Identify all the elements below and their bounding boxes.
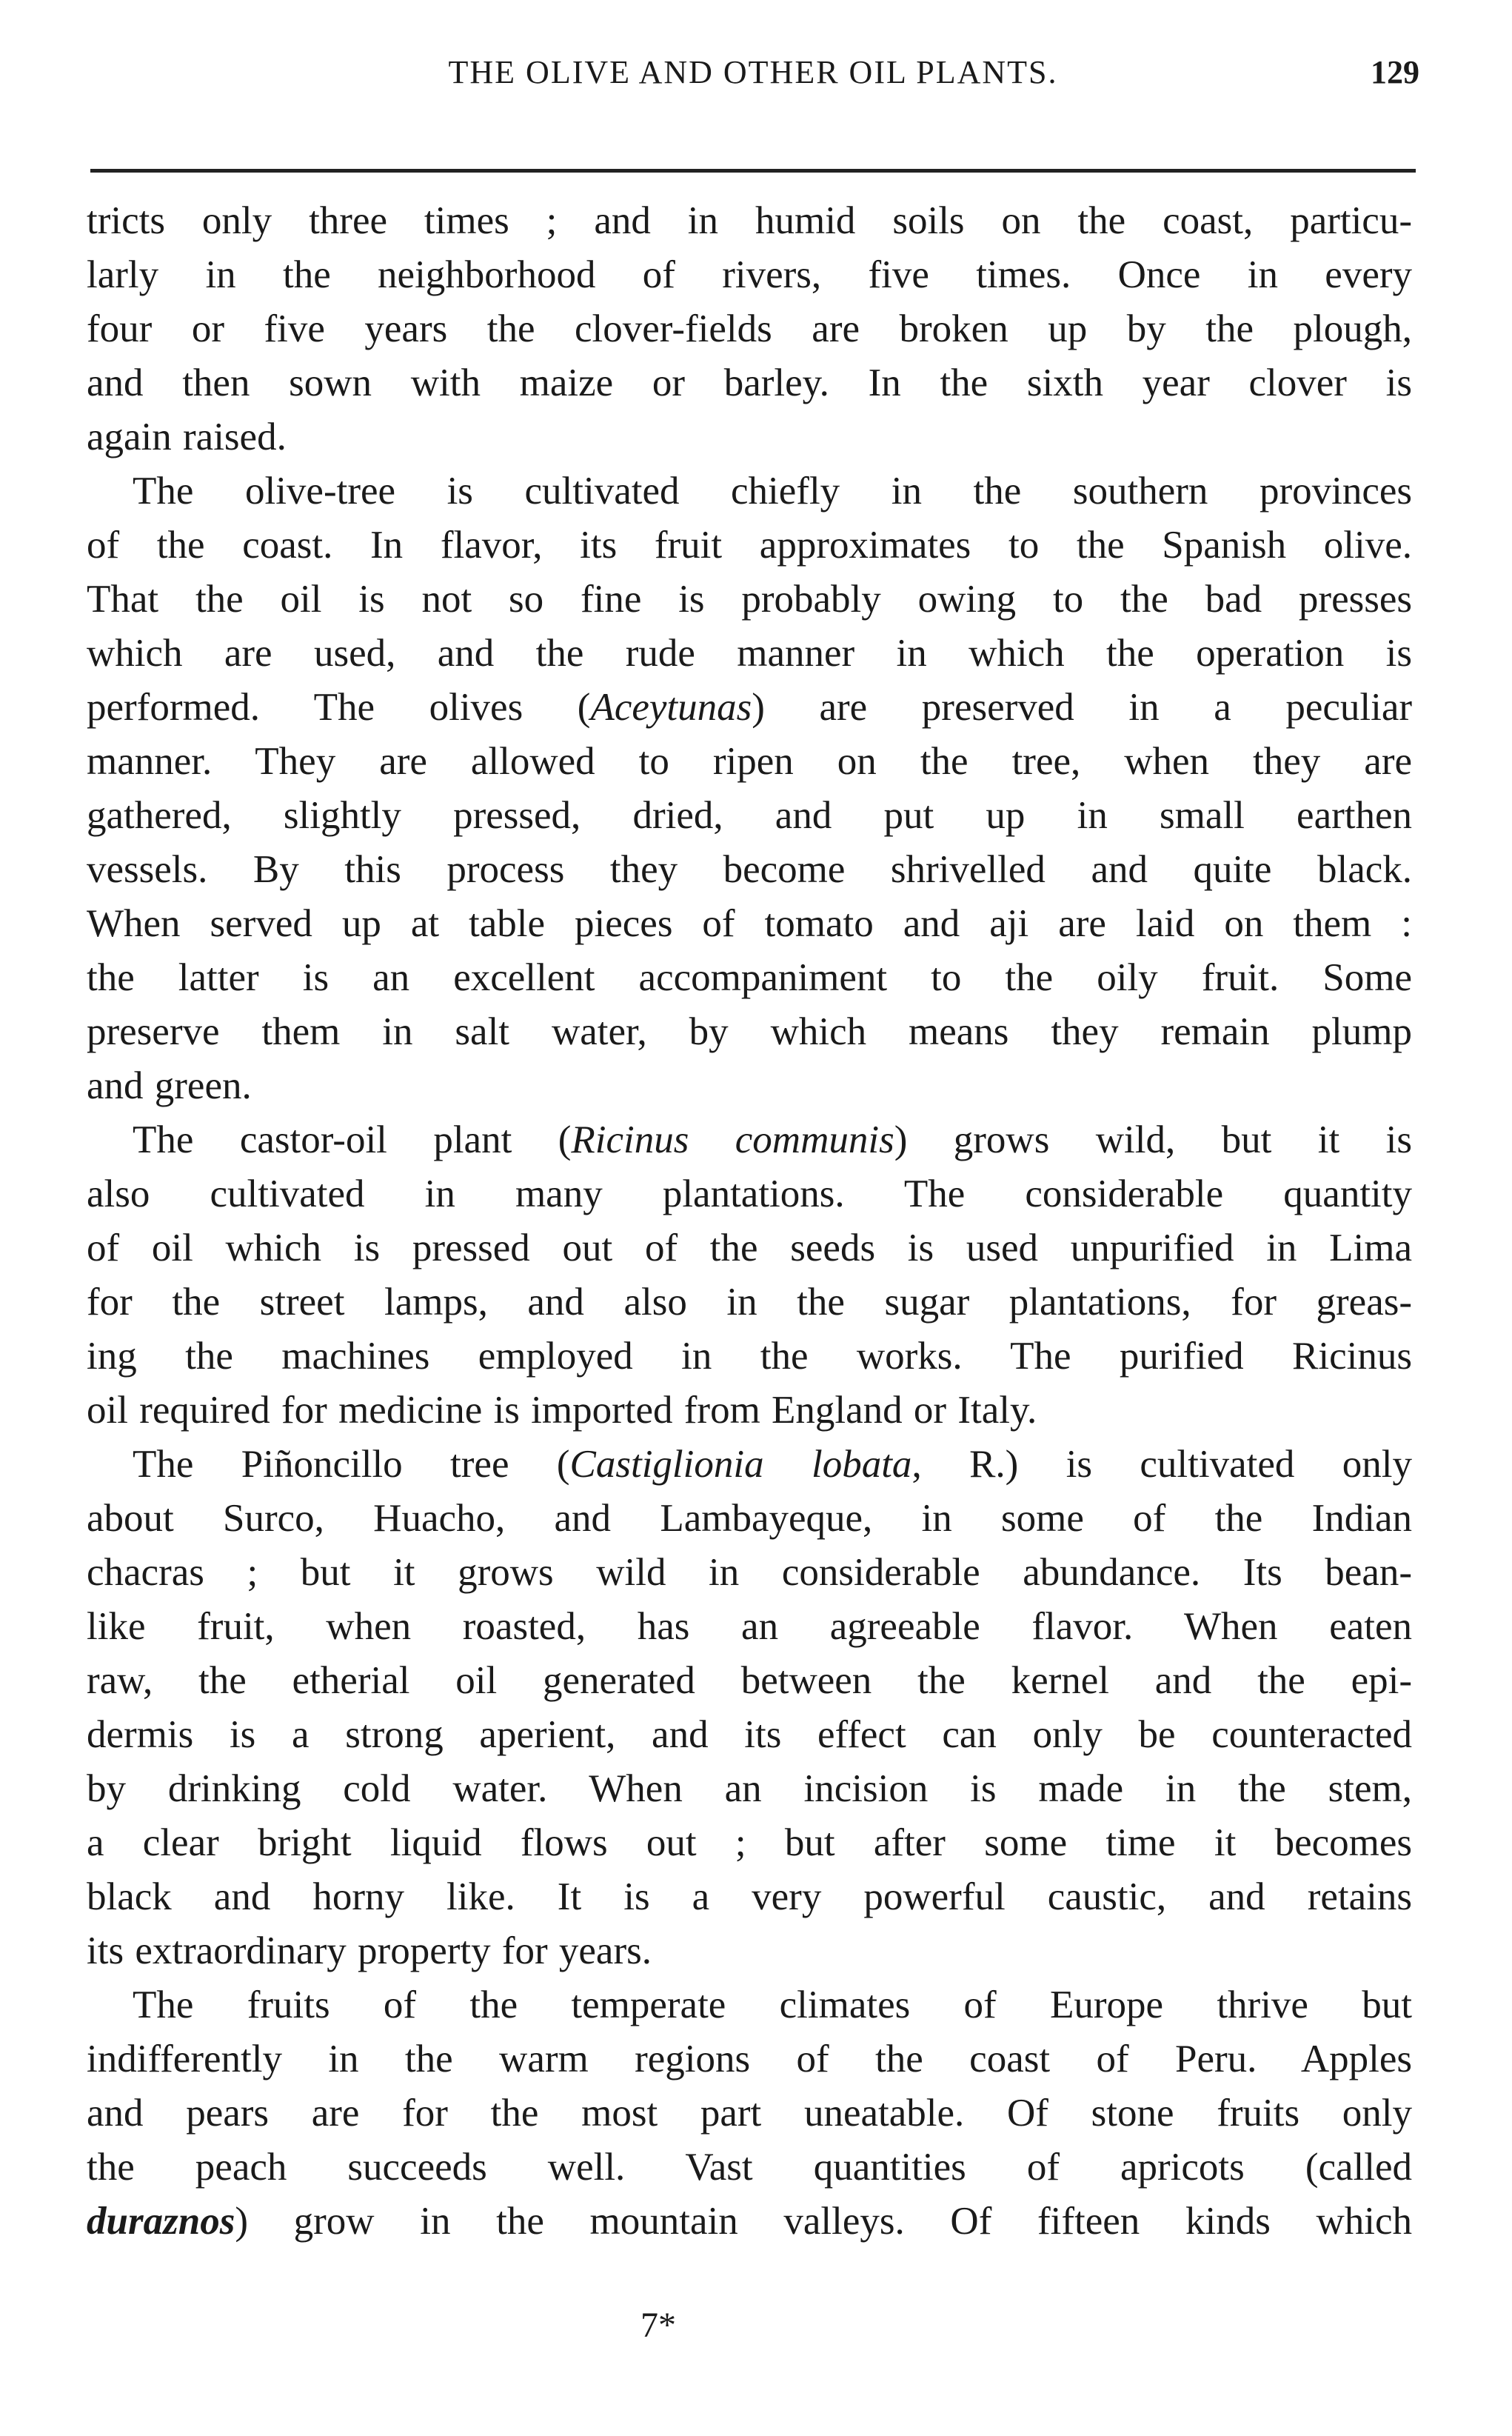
paragraph [87, 464, 1412, 1113]
text-line [87, 573, 1412, 627]
paragraph [87, 1978, 1412, 2249]
text-span: four or five years the clover-fields are broken up by the plough, [87, 307, 1412, 350]
text-span: preserve them in salt water, by which means they remain plump [87, 1010, 1412, 1053]
text-span: the latter is an excellent accompaniment to the oily fruit. Some [87, 956, 1412, 999]
text-span: and green. [87, 1064, 252, 1107]
text-line [87, 1221, 1412, 1275]
text-line [87, 194, 1412, 248]
text-line [87, 1492, 1412, 1546]
text-line [87, 681, 1412, 735]
text-span: The fruits of the temperate climates of Europe thrive but [133, 1983, 1412, 2026]
text-line [87, 789, 1412, 843]
header-rule [90, 169, 1416, 173]
paragraph [87, 1113, 1412, 1438]
text-line [87, 1167, 1412, 1221]
text-span: a clear bright liquid flows out ; but after some time it becomes [87, 1821, 1412, 1864]
page-number: 129 [1371, 54, 1419, 90]
text-span: black and horny like. It is a very powerful caustic, and retains [87, 1875, 1412, 1918]
text-span: for the street lamps, and also in the sugar plantations, for greas- [87, 1281, 1412, 1324]
text-line [87, 2086, 1412, 2140]
text-span: about Surco, Huacho, and Lambayeque, in some of the Indian [87, 1497, 1412, 1540]
text-line [87, 1924, 1412, 1978]
text-span: also cultivated in many plantations. The considerable quantity [87, 1172, 1412, 1215]
text-line [87, 1059, 1412, 1113]
body-text [87, 194, 1412, 2249]
text-span: That the oil is not so fine is probably owing to the bad presses [87, 578, 1412, 621]
text-span: of oil which is pressed out of the seeds is used unpurified in Lima [87, 1227, 1412, 1269]
text-span: and pears are for the most part uneatable. Of stone fruits only [87, 2092, 1412, 2135]
signature-mark: 7* [640, 2306, 676, 2345]
text-line [87, 1654, 1412, 1708]
text-line [87, 1762, 1412, 1816]
text-span: which are used, and the rude manner in which the operation is [87, 632, 1412, 675]
text-line [87, 1329, 1412, 1384]
running-title: THE OLIVE AND OTHER OIL PLANTS. [448, 54, 1058, 90]
text-span: vessels. By this process they become shrivelled and quite black. [87, 848, 1412, 891]
text-span: manner. They are allowed to ripen on the tree, when they are [87, 740, 1412, 783]
text-span: raw, the etherial oil generated between the kernel and the epi- [87, 1659, 1412, 1702]
text-span: ) grows wild, but it is [894, 1118, 1412, 1161]
text-span: gathered, slightly pressed, dried, and put up in small earthen [87, 794, 1412, 837]
text-span: the peach succeeds well. Vast quantities of apricots (called [87, 2146, 1412, 2189]
text-span: The Piñoncillo tree ( [133, 1443, 570, 1486]
text-line [87, 1870, 1412, 1924]
text-span: The castor-oil plant ( [133, 1118, 572, 1161]
text-span: chacras ; but it grows wild in considerable abundance. Its bean- [87, 1551, 1412, 1594]
text-span: tricts only three times ; and in humid soils on the coast, particu- [87, 199, 1412, 242]
text-span: The olive-tree is cultivated chiefly in the southern provinces [133, 470, 1412, 513]
text-span: of the coast. In flavor, its fruit approximates to the Spanish olive. [87, 524, 1412, 567]
text-line [87, 1005, 1412, 1059]
text-line [87, 1275, 1412, 1329]
italic-term: Aceytunas [590, 686, 752, 729]
paragraph [87, 194, 1412, 464]
text-span: like fruit, when roasted, has an agreeable flavor. When eaten [87, 1605, 1412, 1648]
text-line [87, 2032, 1412, 2086]
text-line [87, 464, 1412, 518]
text-span: ing the machines employed in the works. The purified Ricinus [87, 1335, 1412, 1378]
text-line [87, 897, 1412, 951]
text-line [87, 410, 1412, 464]
text-span: its extraordinary property for years. [87, 1929, 652, 1972]
text-span: , R.) is cultivated only [911, 1443, 1412, 1486]
text-line [87, 1546, 1412, 1600]
text-span: indifferently in the warm regions of the coast of Peru. Apples [87, 2038, 1412, 2080]
italic-term: Castiglionia lobata [569, 1443, 912, 1486]
text-line [87, 627, 1412, 681]
text-line [87, 1600, 1412, 1654]
italic-term: duraznos [87, 2200, 235, 2243]
italic-term: Ricinus communis [571, 1118, 894, 1161]
text-line [87, 843, 1412, 897]
text-line [87, 248, 1412, 302]
text-line [87, 356, 1412, 410]
text-span: and then sown with maize or barley. In the sixth year clover is [87, 361, 1412, 404]
text-span: ) grow in the mountain valleys. Of fifteen kinds which [235, 2200, 1412, 2243]
text-span: larly in the neighborhood of rivers, five times. Once in every [87, 253, 1412, 296]
text-line [87, 2140, 1412, 2195]
page-header [87, 46, 1419, 105]
text-span: ) are preserved in a peculiar [752, 686, 1412, 729]
text-line [87, 302, 1412, 356]
text-span: again raised. [87, 416, 287, 458]
text-line [87, 1816, 1412, 1870]
text-line [87, 1708, 1412, 1762]
text-span: When served up at table pieces of tomato and aji are laid on them : [87, 902, 1412, 945]
text-line [87, 735, 1412, 789]
text-line [87, 1384, 1412, 1438]
text-span: by drinking cold water. When an incision is made in the stem, [87, 1767, 1412, 1810]
text-span: performed. The olives ( [87, 686, 591, 729]
text-line [87, 951, 1412, 1005]
text-span: oil required for medicine is imported from England or Italy. [87, 1389, 1037, 1432]
paragraph [87, 1438, 1412, 1978]
text-line [87, 1438, 1412, 1492]
text-line [87, 1113, 1412, 1167]
text-line [87, 1978, 1412, 2032]
text-line [87, 2195, 1412, 2249]
text-span: dermis is a strong aperient, and its effect can only be counteracted [87, 1713, 1412, 1756]
text-line [87, 518, 1412, 573]
